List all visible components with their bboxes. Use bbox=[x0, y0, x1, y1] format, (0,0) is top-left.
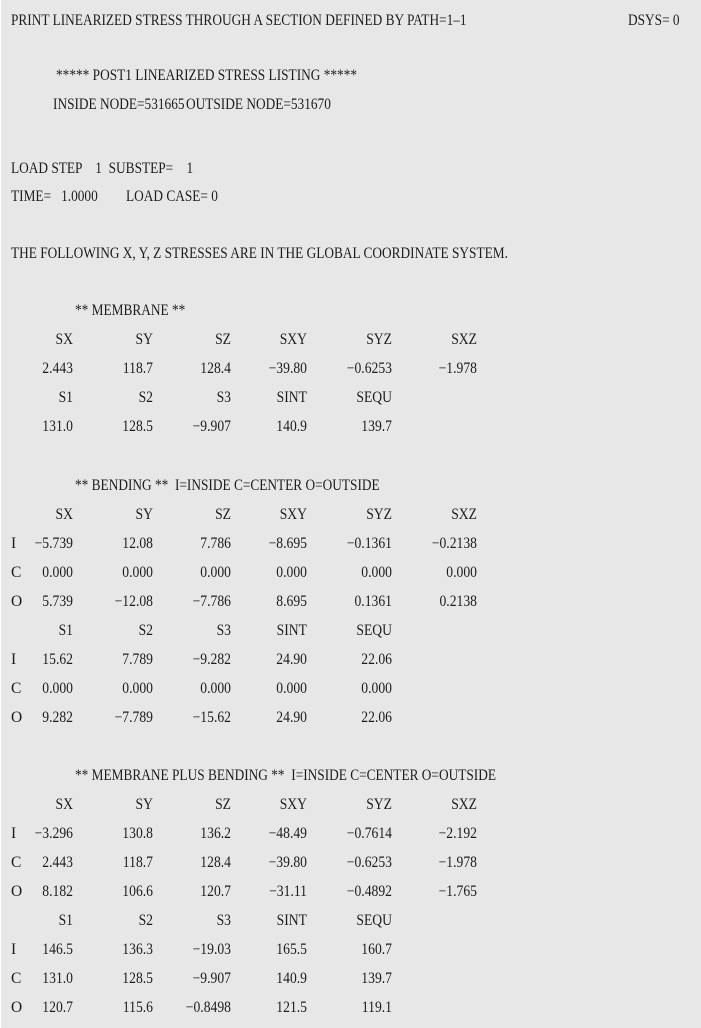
dsys-value: DSYS= 0 bbox=[628, 12, 680, 29]
column-header: S3 bbox=[216, 389, 231, 406]
column-header: SXZ bbox=[451, 506, 477, 523]
column-header: S3 bbox=[216, 912, 231, 929]
principal-value: −9.907 bbox=[192, 418, 231, 435]
column-header: SINT bbox=[276, 912, 307, 929]
principal-value: 160.7 bbox=[361, 941, 392, 958]
stress-value: −48.49 bbox=[268, 825, 307, 842]
principal-value: 165.5 bbox=[276, 941, 307, 958]
principal-value: 0.000 bbox=[361, 680, 392, 697]
column-header: S2 bbox=[138, 389, 153, 406]
stress-value: −1.978 bbox=[438, 360, 477, 377]
principal-value: 119.1 bbox=[361, 999, 392, 1016]
stress-value: 2.443 bbox=[42, 854, 73, 871]
column-header: S2 bbox=[138, 912, 153, 929]
column-header: S3 bbox=[216, 622, 231, 639]
stress-value: 0.1361 bbox=[354, 593, 392, 610]
principal-value: 140.9 bbox=[276, 970, 307, 987]
stress-value: −2.192 bbox=[438, 825, 477, 842]
column-header: SYZ bbox=[366, 506, 392, 523]
stress-value: 2.443 bbox=[42, 360, 73, 377]
column-header: SINT bbox=[276, 622, 307, 639]
stress-value: 0.000 bbox=[446, 564, 477, 581]
principal-value: 121.5 bbox=[276, 999, 307, 1016]
stress-value: 12.08 bbox=[122, 535, 153, 552]
row-location-label: O bbox=[11, 999, 23, 1016]
column-header: SEQU bbox=[356, 622, 392, 639]
column-header: SY bbox=[135, 506, 153, 523]
stress-value: 130.8 bbox=[122, 825, 153, 842]
stress-value: 7.786 bbox=[200, 535, 231, 552]
principal-value: 139.7 bbox=[361, 970, 392, 987]
stress-value: −0.1361 bbox=[346, 535, 392, 552]
column-header: SEQU bbox=[356, 389, 392, 406]
stress-value: 120.7 bbox=[200, 883, 231, 900]
outside-node: OUTSIDE NODE=531670 bbox=[186, 96, 331, 113]
principal-value: 0.000 bbox=[276, 680, 307, 697]
stress-value: 0.000 bbox=[200, 564, 231, 581]
row-location-label: O bbox=[11, 709, 23, 726]
stress-value: 0.000 bbox=[361, 564, 392, 581]
stress-value: 128.4 bbox=[200, 360, 231, 377]
principal-value: 131.0 bbox=[42, 418, 73, 435]
column-header: SX bbox=[55, 506, 73, 523]
column-header: SY bbox=[135, 796, 153, 813]
listing-header-title: PRINT LINEARIZED STRESS THROUGH A SECTION DEFINED BY PATH=1–1 bbox=[11, 12, 467, 29]
principal-value: 0.000 bbox=[122, 680, 153, 697]
row-location-label: I bbox=[11, 651, 17, 668]
principal-value: 9.282 bbox=[42, 709, 73, 726]
row-location-label: C bbox=[11, 854, 22, 871]
column-header: SYZ bbox=[366, 796, 392, 813]
stress-value: −12.08 bbox=[114, 593, 153, 610]
row-location-label: C bbox=[11, 680, 22, 697]
column-header: S1 bbox=[58, 389, 73, 406]
principal-value: 15.62 bbox=[42, 651, 73, 668]
load-case: LOAD CASE= 0 bbox=[126, 188, 218, 205]
stress-value: −8.695 bbox=[268, 535, 307, 552]
principal-value: −19.03 bbox=[192, 941, 231, 958]
stress-value: 0.2138 bbox=[439, 593, 477, 610]
stress-value: 0.000 bbox=[122, 564, 153, 581]
stress-value: 106.6 bbox=[122, 883, 153, 900]
stress-value: −0.6253 bbox=[346, 360, 392, 377]
column-header: SX bbox=[55, 796, 73, 813]
listing-title: ***** POST1 LINEARIZED STRESS LISTING ***** bbox=[56, 67, 358, 84]
row-location-label: I bbox=[11, 941, 17, 958]
stress-value: 0.000 bbox=[276, 564, 307, 581]
load-step: LOAD STEP 1 SUBSTEP= 1 bbox=[11, 160, 194, 177]
stress-value: 136.2 bbox=[200, 825, 231, 842]
stress-value: 8.182 bbox=[42, 883, 73, 900]
row-location-label: O bbox=[11, 593, 23, 610]
stress-value: −1.765 bbox=[438, 883, 477, 900]
column-header: S2 bbox=[138, 622, 153, 639]
principal-value: −15.62 bbox=[192, 709, 231, 726]
stress-value: 0.000 bbox=[42, 564, 73, 581]
principal-value: 22.06 bbox=[361, 651, 392, 668]
column-header: SEQU bbox=[356, 912, 392, 929]
column-header: SZ bbox=[215, 506, 231, 523]
column-header: SZ bbox=[215, 796, 231, 813]
principal-value: 146.5 bbox=[42, 941, 73, 958]
principal-value: −9.907 bbox=[192, 970, 231, 987]
principal-value: 128.5 bbox=[122, 970, 153, 987]
column-header: SXY bbox=[279, 506, 307, 523]
principal-value: 0.000 bbox=[42, 680, 73, 697]
column-header: SXZ bbox=[451, 796, 477, 813]
stress-value: −0.6253 bbox=[346, 854, 392, 871]
membrane-section-title: ** MEMBRANE ** bbox=[75, 302, 186, 319]
column-header: SYZ bbox=[366, 331, 392, 348]
stress-value: 128.4 bbox=[200, 854, 231, 871]
coordinate-system-note: THE FOLLOWING X, Y, Z STRESSES ARE IN THE GLOBAL COORDINATE SYSTEM. bbox=[11, 245, 508, 262]
principal-value: 22.06 bbox=[361, 709, 392, 726]
column-header: SY bbox=[135, 331, 153, 348]
row-location-label: I bbox=[11, 535, 17, 552]
stress-value: −31.11 bbox=[269, 883, 307, 900]
stress-value: −0.4892 bbox=[346, 883, 392, 900]
stress-value: −5.739 bbox=[34, 535, 73, 552]
stress-value: 118.7 bbox=[122, 360, 153, 377]
principal-value: 120.7 bbox=[42, 999, 73, 1016]
stress-value: −3.296 bbox=[34, 825, 73, 842]
stress-value: 118.7 bbox=[122, 854, 153, 871]
principal-value: −9.282 bbox=[192, 651, 231, 668]
column-header: SXY bbox=[279, 331, 307, 348]
membrane-plus-bending-section-title: ** MEMBRANE PLUS BENDING ** I=INSIDE C=CENTER O=OUTSIDE bbox=[75, 767, 496, 784]
time-value: TIME= 1.0000 bbox=[11, 188, 98, 205]
column-header: SXZ bbox=[451, 331, 477, 348]
stress-value: −1.978 bbox=[438, 854, 477, 871]
principal-value: 131.0 bbox=[42, 970, 73, 987]
stress-value: −7.786 bbox=[192, 593, 231, 610]
principal-value: 140.9 bbox=[276, 418, 307, 435]
column-header: SXY bbox=[279, 796, 307, 813]
column-header: SZ bbox=[215, 331, 231, 348]
stress-value: 8.695 bbox=[276, 593, 307, 610]
column-header: S1 bbox=[58, 622, 73, 639]
principal-value: 128.5 bbox=[122, 418, 153, 435]
principal-value: 24.90 bbox=[276, 651, 307, 668]
principal-value: 0.000 bbox=[200, 680, 231, 697]
principal-value: 139.7 bbox=[361, 418, 392, 435]
row-location-label: C bbox=[11, 564, 22, 581]
stress-value: −0.2138 bbox=[431, 535, 477, 552]
row-location-label: C bbox=[11, 970, 22, 987]
principal-value: 136.3 bbox=[122, 941, 153, 958]
row-location-label: O bbox=[11, 883, 23, 900]
stress-value: −39.80 bbox=[268, 854, 307, 871]
column-header: SX bbox=[55, 331, 73, 348]
row-location-label: I bbox=[11, 825, 17, 842]
stress-value: 5.739 bbox=[42, 593, 73, 610]
stress-value: −39.80 bbox=[268, 360, 307, 377]
inside-node: INSIDE NODE=531665 bbox=[53, 96, 185, 113]
principal-value: −7.789 bbox=[114, 709, 153, 726]
principal-value: 115.6 bbox=[122, 999, 153, 1016]
column-header: SINT bbox=[276, 389, 307, 406]
stress-value: −0.7614 bbox=[346, 825, 392, 842]
principal-value: 24.90 bbox=[276, 709, 307, 726]
bending-section-title: ** BENDING ** I=INSIDE C=CENTER O=OUTSIDE bbox=[75, 477, 380, 494]
column-header: S1 bbox=[58, 912, 73, 929]
principal-value: −0.8498 bbox=[185, 999, 231, 1016]
principal-value: 7.789 bbox=[122, 651, 153, 668]
